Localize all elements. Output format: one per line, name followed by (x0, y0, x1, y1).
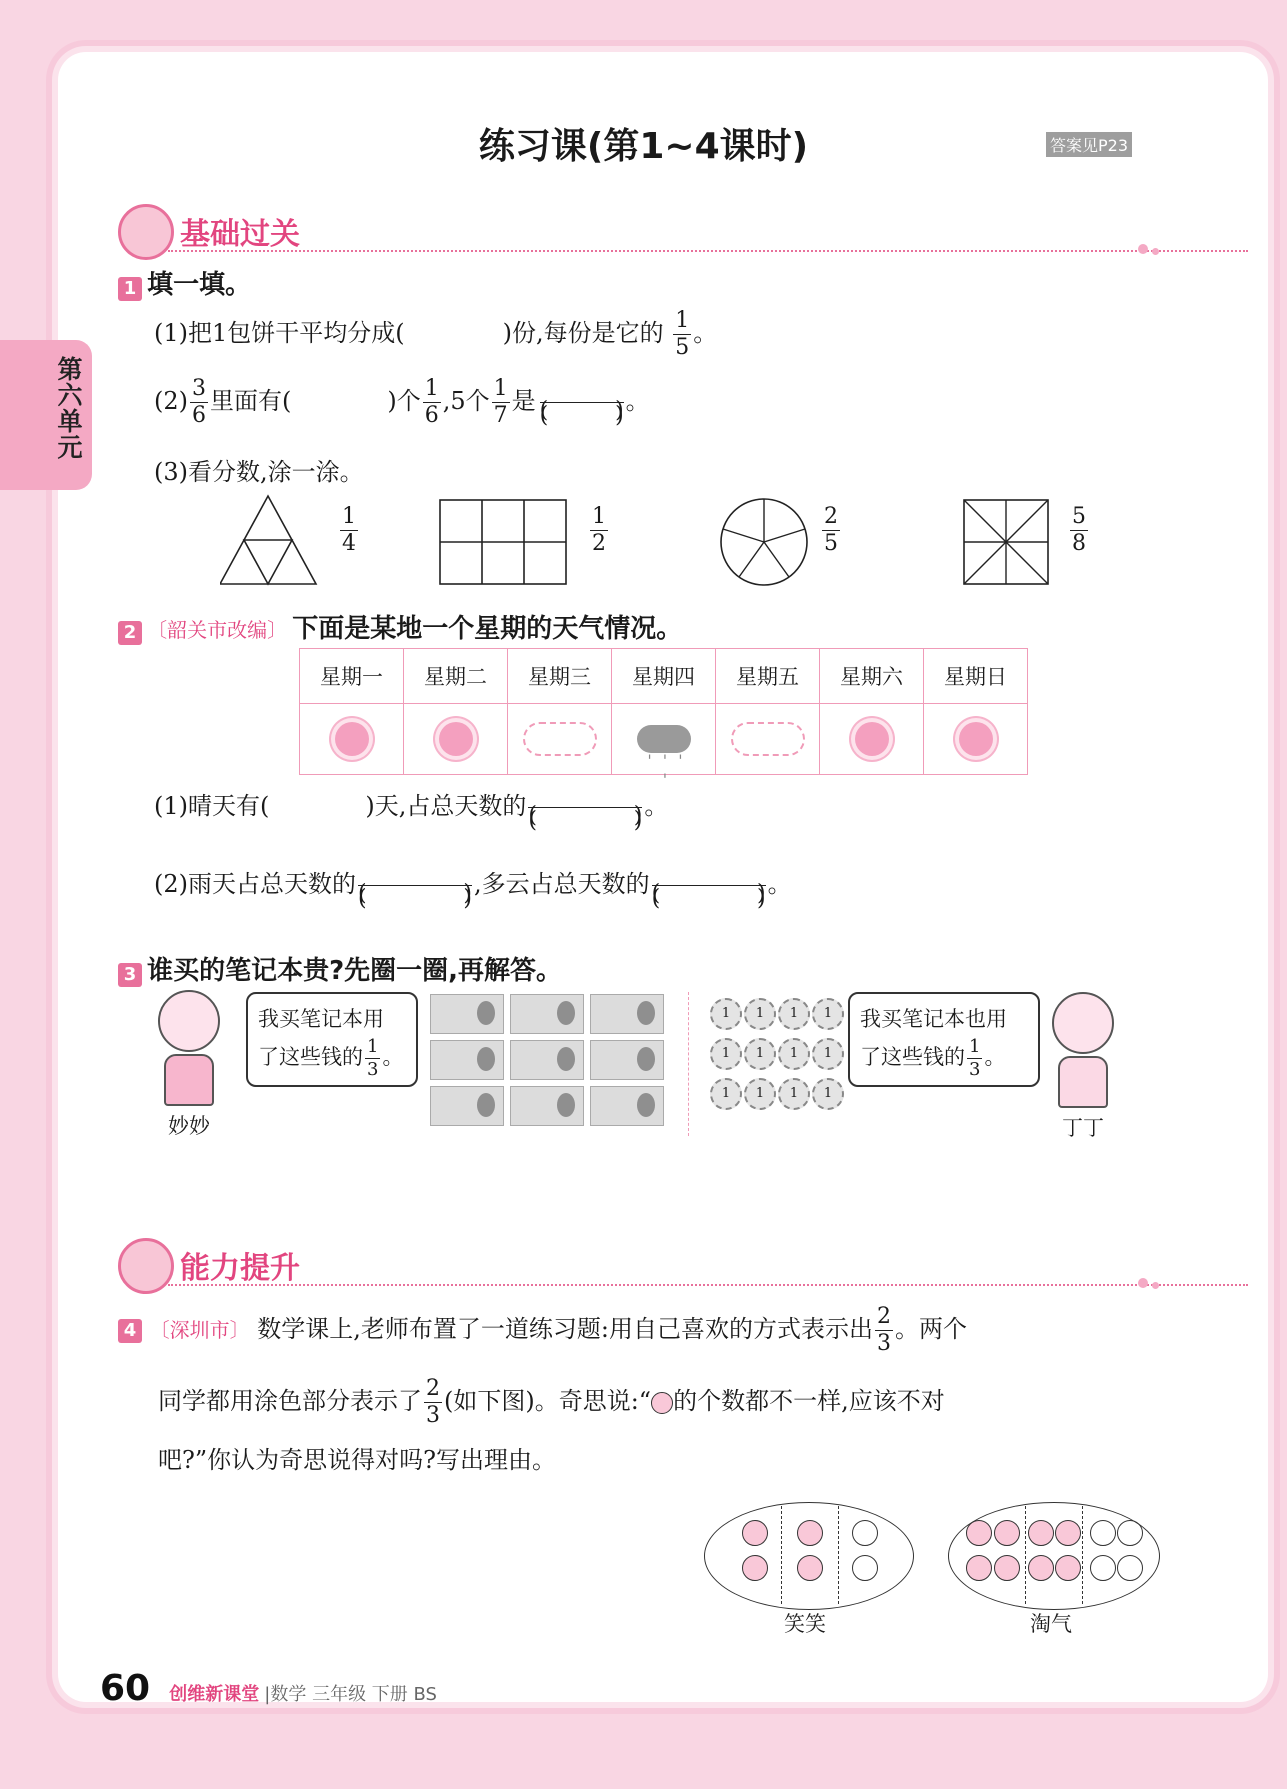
banknote-icon[interactable] (590, 1086, 664, 1126)
rectangle-grid-shape[interactable] (440, 500, 566, 584)
sun-icon (855, 722, 889, 756)
divider-dot-icon (1152, 1282, 1159, 1289)
coin-icon[interactable]: 1 (744, 998, 776, 1030)
q4-line1: 4 〔深圳市〕 数学课上,老师布置了一道练习题:用自己喜欢的方式表示出 $\frac{2}{3}$ 。两个 (118, 1306, 1178, 1355)
circle-icon (742, 1520, 768, 1546)
divider-dot-icon (1152, 248, 1159, 255)
circle-icon (1117, 1555, 1143, 1581)
oval-divider (1025, 1506, 1026, 1604)
cloud-icon (523, 722, 597, 756)
day-cell: 星期四 (612, 649, 716, 704)
coin-icon[interactable]: 1 (812, 1078, 844, 1110)
fraction: $\frac{3}{6}$ (192, 376, 206, 428)
girl-speech-bubble: 我买笔记本用 了这些钱的 $\frac{1}{3}$ 。 (246, 992, 418, 1087)
girl-figure (158, 990, 220, 1140)
banknote-grid[interactable] (430, 994, 664, 1126)
answer-blank-fraction[interactable] (358, 883, 472, 888)
weather-table (299, 648, 1028, 775)
page-title: 练习课(第1~4课时) (478, 126, 809, 167)
weather-table-header-row (300, 649, 1028, 704)
banknote-icon[interactable] (430, 994, 504, 1034)
circle-icon (994, 1555, 1020, 1581)
divider-dot-icon (1138, 244, 1148, 254)
section-divider (168, 250, 1248, 252)
q1-part2: (2) $\frac{3}{6}$ 里面有( )个 $\frac{1}{6}$ ,5个 $\frac{1}{7}$ 是 。 (154, 376, 650, 428)
section-advanced-header (118, 1238, 1218, 1294)
banknote-icon[interactable] (510, 1086, 584, 1126)
coin-icon[interactable]: 1 (778, 1078, 810, 1110)
answer-blank-fraction[interactable] (652, 883, 766, 888)
banknote-icon[interactable] (590, 994, 664, 1034)
coin-icon[interactable]: 1 (812, 1038, 844, 1070)
circle-icon (1090, 1555, 1116, 1581)
q2-part2: (2)雨天占总天数的 ,多云占总天数的 。 (154, 870, 792, 898)
fraction: $\frac{2}{3}$ (877, 1304, 891, 1356)
rain-cloud-icon (637, 725, 691, 753)
boy-speech-bubble: 我买笔记本也用 了这些钱的 $\frac{1}{3}$ 。 (848, 992, 1040, 1087)
boy-name: 丁丁 (1062, 1116, 1104, 1140)
q4-number: 4 (118, 1319, 142, 1343)
coin-icon[interactable]: 1 (710, 998, 742, 1030)
circle-icon (966, 1555, 992, 1581)
girl-name: 妙妙 (168, 1114, 210, 1138)
boy-figure (1052, 992, 1114, 1142)
q3-number: 3 (118, 963, 142, 987)
triangle-shape[interactable] (220, 496, 316, 584)
q2-title: 下面是某地一个星期的天气情况。 (292, 614, 683, 644)
mascot-icon (118, 204, 174, 260)
coin-icon[interactable]: 1 (710, 1078, 742, 1110)
fraction: $\frac{1}{5}$ (675, 308, 690, 360)
footer-info: |数学 三年级 下册 BS (264, 1684, 437, 1705)
boy-body-icon (1058, 1056, 1108, 1108)
sun-icon (959, 722, 993, 756)
q2-part1: (1)晴天有( )天,占总天数的 。 (154, 792, 669, 820)
oval-divider (1082, 1506, 1083, 1604)
banknote-icon[interactable] (510, 994, 584, 1034)
banknote-icon[interactable] (510, 1040, 584, 1080)
q1-part1: (1)把1包饼干平均分成( )份,每份是它的 $\frac{1}{5}$ 。 (154, 308, 718, 360)
mascot-icon (118, 1238, 174, 1294)
page-footer (100, 1668, 437, 1709)
circle-icon (966, 1520, 992, 1546)
section-basic-header (118, 204, 1218, 260)
q4-line2: 同学都用涂色部分表示了 $\frac{2}{3}$ (如下图)。奇思说:“ 的个数都不一样,应该不对 (158, 1376, 945, 1428)
sun-icon (439, 722, 473, 756)
circle-icon (1090, 1520, 1116, 1546)
day-cell: 星期六 (820, 649, 924, 704)
coin-icon[interactable]: 1 (744, 1078, 776, 1110)
divider-dot-icon (1138, 1278, 1148, 1288)
shape2-fraction: 1 2 (592, 504, 606, 556)
fraction: $\frac{1}{6}$ (424, 376, 439, 428)
square-star-shape[interactable] (964, 500, 1048, 584)
brand-name: 创维新课堂 (169, 1684, 260, 1705)
banknote-icon[interactable] (590, 1040, 664, 1080)
taoqi-label: 淘气 (1030, 1612, 1072, 1636)
q1-p1-text: (1)把1包饼干平均分成( (154, 319, 405, 347)
day-cell: 星期日 (924, 649, 1028, 704)
fraction: $\frac{1}{3}$ (969, 1036, 981, 1080)
section-advanced-title: 能力提升 (180, 1251, 300, 1286)
day-cell: 星期一 (300, 649, 404, 704)
circle-icon (994, 1520, 1020, 1546)
q1-part3: (3)看分数,涂一涂。 (154, 458, 364, 486)
q2-source: 〔韶关市改编〕 (147, 618, 288, 642)
fraction: $\frac{1}{7}$ (493, 376, 508, 428)
circle-icon (1028, 1555, 1054, 1581)
q1-number: 1 (118, 277, 142, 301)
shape4-fraction: 5 8 (1072, 504, 1086, 556)
circle-icon (651, 1392, 673, 1414)
coin-grid[interactable] (710, 998, 842, 1110)
xiaoxiao-label: 笑笑 (784, 1612, 826, 1636)
circle-icon (1055, 1555, 1081, 1581)
answer-blank-fraction[interactable] (540, 400, 624, 405)
q4-source: 〔深圳市〕 (149, 1318, 250, 1342)
day-cell: 星期二 (404, 649, 508, 704)
sun-icon (335, 722, 369, 756)
q3-header (118, 950, 562, 987)
q2-header (118, 608, 682, 645)
circle-icon (1117, 1520, 1143, 1546)
section-basic-title: 基础过关 (180, 217, 300, 252)
unit-tab-label: 第六单元 (54, 356, 83, 460)
boy-head-icon (1052, 992, 1114, 1054)
coin-icon[interactable]: 1 (778, 998, 810, 1030)
q4-line3: 吧?”你认为奇思说得对吗?写出理由。 (158, 1446, 557, 1474)
q3-divider (688, 992, 689, 1136)
day-cell: 星期三 (508, 649, 612, 704)
banknote-icon[interactable] (430, 1086, 504, 1126)
girl-head-icon (158, 990, 220, 1052)
circle-icon (1028, 1520, 1054, 1546)
page-number: 60 (100, 1668, 151, 1709)
circle-shape[interactable] (721, 499, 807, 585)
oval-divider (838, 1506, 839, 1604)
q2-number: 2 (118, 621, 142, 645)
banknote-icon[interactable] (430, 1040, 504, 1080)
q3-title: 谁买的笔记本贵?先圈一圈,再解答。 (147, 956, 563, 986)
circle-icon (742, 1555, 768, 1581)
fraction: $\frac{2}{3}$ (426, 1376, 440, 1428)
fraction: $\frac{1}{3}$ (367, 1036, 379, 1080)
coin-icon[interactable]: 1 (710, 1038, 742, 1070)
shape3-fraction: 2 5 (824, 504, 838, 556)
q1-header (118, 264, 251, 301)
shape1-fraction: 1 4 (342, 504, 356, 556)
circle-icon (852, 1520, 878, 1546)
answer-ref-badge: 答案见P23 (1046, 132, 1132, 157)
coin-icon[interactable]: 1 (812, 998, 844, 1030)
coin-icon[interactable]: 1 (778, 1038, 810, 1070)
weather-table-icon-row (300, 704, 1028, 775)
q1-p1-text2: )份,每份是它的 (502, 319, 664, 347)
circle-icon (1055, 1520, 1081, 1546)
oval-divider (781, 1506, 782, 1604)
circle-icon (797, 1555, 823, 1581)
circle-icon (797, 1520, 823, 1546)
circle-icon (852, 1555, 878, 1581)
coin-icon[interactable]: 1 (744, 1038, 776, 1070)
cloud-icon (731, 722, 805, 756)
day-cell: 星期五 (716, 649, 820, 704)
answer-blank-fraction[interactable] (528, 805, 642, 810)
section-divider (168, 1284, 1248, 1286)
girl-body-icon (164, 1054, 214, 1106)
unit-tab (0, 340, 92, 490)
q1-title: 填一填。 (147, 270, 252, 300)
